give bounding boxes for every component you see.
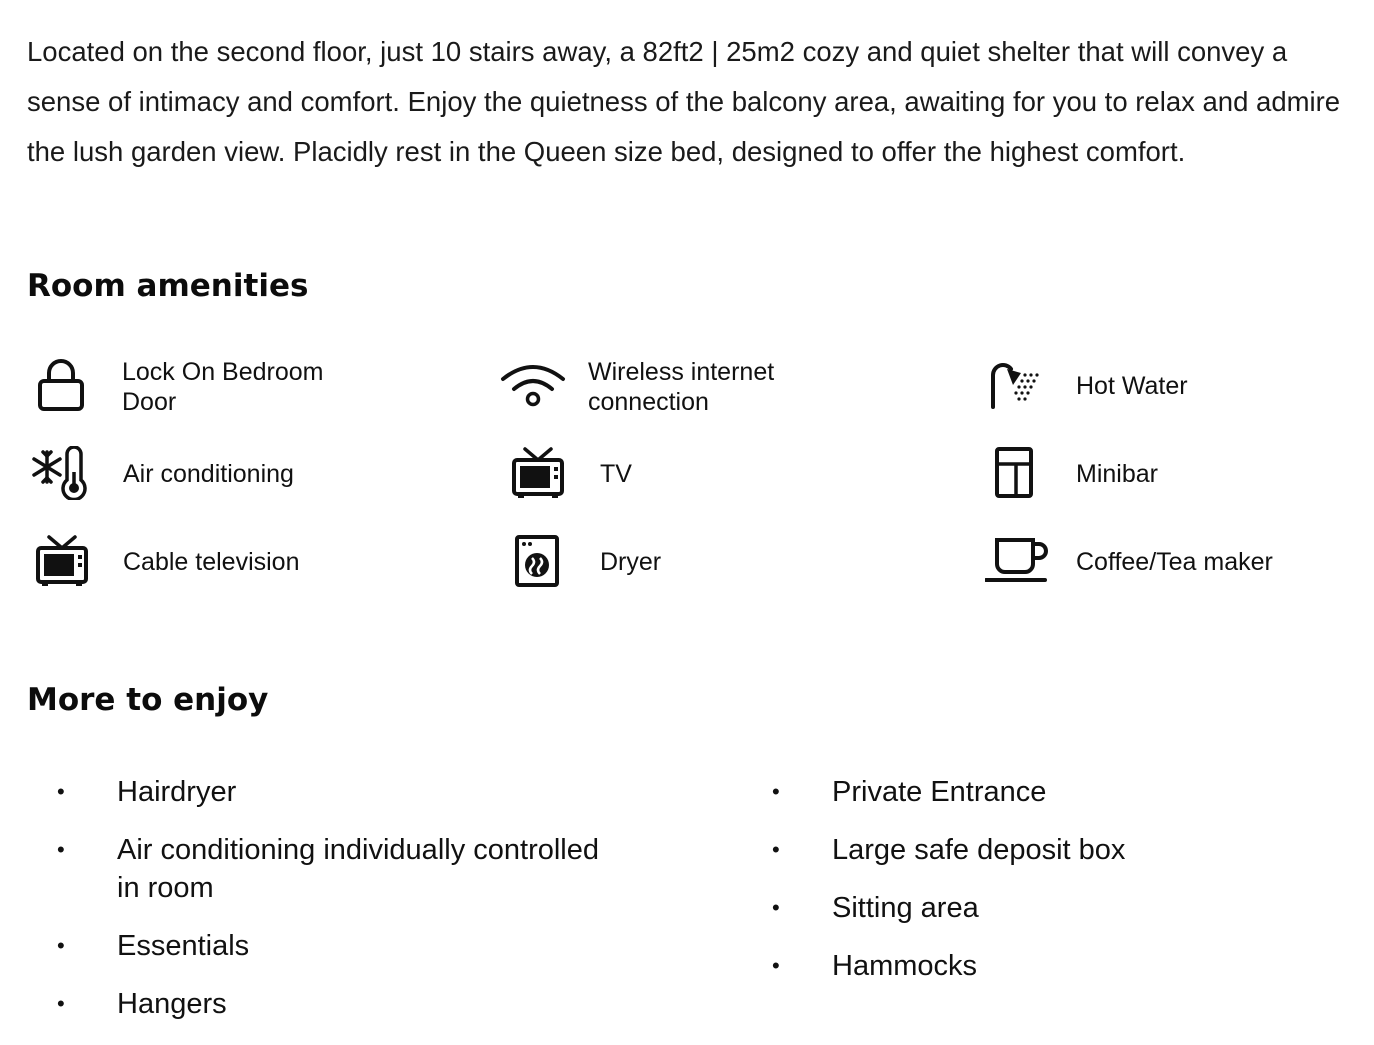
amenity-cable-television <box>27 532 427 592</box>
list-item-text: Private Entrance <box>832 776 1047 808</box>
list-item-text: Large safe deposit box <box>832 834 1126 866</box>
amenity-label <box>588 357 774 417</box>
list-item <box>772 773 1332 811</box>
room-description: Located on the second floor, just 10 stairs away, a 82ft2 | 25m2 cozy and quiet shelter that will convey a sense of intimacy and comfort. Enjoy the quietness of the balcony area, awaiting for you to relax and admire the lush garden view. Placidly rest in the Queen size bed, designed to offer the highest comfort. <box>27 36 1341 167</box>
amenity-label <box>122 357 324 417</box>
amenity-tv <box>495 444 915 504</box>
list-item-text: Sitting area <box>832 892 979 924</box>
tv-icon <box>35 534 89 588</box>
amenity-label-line: Door <box>122 388 177 416</box>
list-item <box>57 985 637 1023</box>
amenity-wireless-internet <box>495 355 915 419</box>
coffee-cup-icon <box>985 534 1049 588</box>
more-to-enjoy-list-right <box>772 773 1332 1005</box>
fridge-icon <box>994 446 1036 500</box>
bullet: • <box>57 837 65 862</box>
list-item-text: Essentials <box>117 930 250 962</box>
list-item-text: Hammocks <box>832 950 978 982</box>
amenity-coffee-tea-maker <box>985 532 1365 592</box>
amenity-dryer <box>495 532 915 592</box>
more-to-enjoy-list-left <box>57 773 637 1043</box>
amenity-air-conditioning <box>27 444 427 504</box>
amenity-label: Dryer <box>600 548 662 576</box>
bullet: • <box>57 933 65 958</box>
amenity-hot-water <box>985 355 1345 419</box>
more-to-enjoy-heading: More to enjoy <box>27 682 269 718</box>
amenity-label-line: connection <box>588 388 709 416</box>
bullet: • <box>772 895 780 920</box>
list-item <box>57 773 637 811</box>
amenity-label: Minibar <box>1076 460 1158 488</box>
amenity-minibar <box>985 444 1345 504</box>
list-item-text: Hangers <box>117 988 227 1020</box>
list-item <box>772 831 1332 869</box>
list-item <box>57 927 637 965</box>
list-item-text: in room <box>117 872 214 904</box>
bullet: • <box>772 779 780 804</box>
amenity-label: Cable television <box>123 548 300 576</box>
bullet: • <box>772 837 780 862</box>
wifi-icon <box>500 361 566 409</box>
amenity-label-line: Wireless internet <box>588 358 775 386</box>
bullet: • <box>772 953 780 978</box>
bullet: • <box>57 779 65 804</box>
amenity-label: TV <box>600 460 632 488</box>
list-item-text: Hairdryer <box>117 776 237 808</box>
list-item <box>772 889 1332 927</box>
room-amenities-heading: Room amenities <box>27 268 309 304</box>
amenity-label: Air conditioning <box>123 460 294 488</box>
shower-icon <box>987 361 1047 409</box>
bullet: • <box>57 991 65 1016</box>
list-item <box>772 947 1332 985</box>
amenity-lock-on-bedroom-door <box>27 355 427 419</box>
amenity-label: Hot Water <box>1076 372 1188 400</box>
list-item <box>57 831 637 907</box>
dryer-icon <box>514 534 562 590</box>
amenity-label-line: Lock On Bedroom <box>122 358 324 386</box>
list-item-text: Air conditioning individually controlled <box>117 834 599 866</box>
tv-icon <box>511 446 565 500</box>
lock-icon <box>37 359 85 411</box>
snowflake-thermometer-icon <box>31 446 93 500</box>
amenity-label: Coffee/Tea maker <box>1076 548 1273 576</box>
